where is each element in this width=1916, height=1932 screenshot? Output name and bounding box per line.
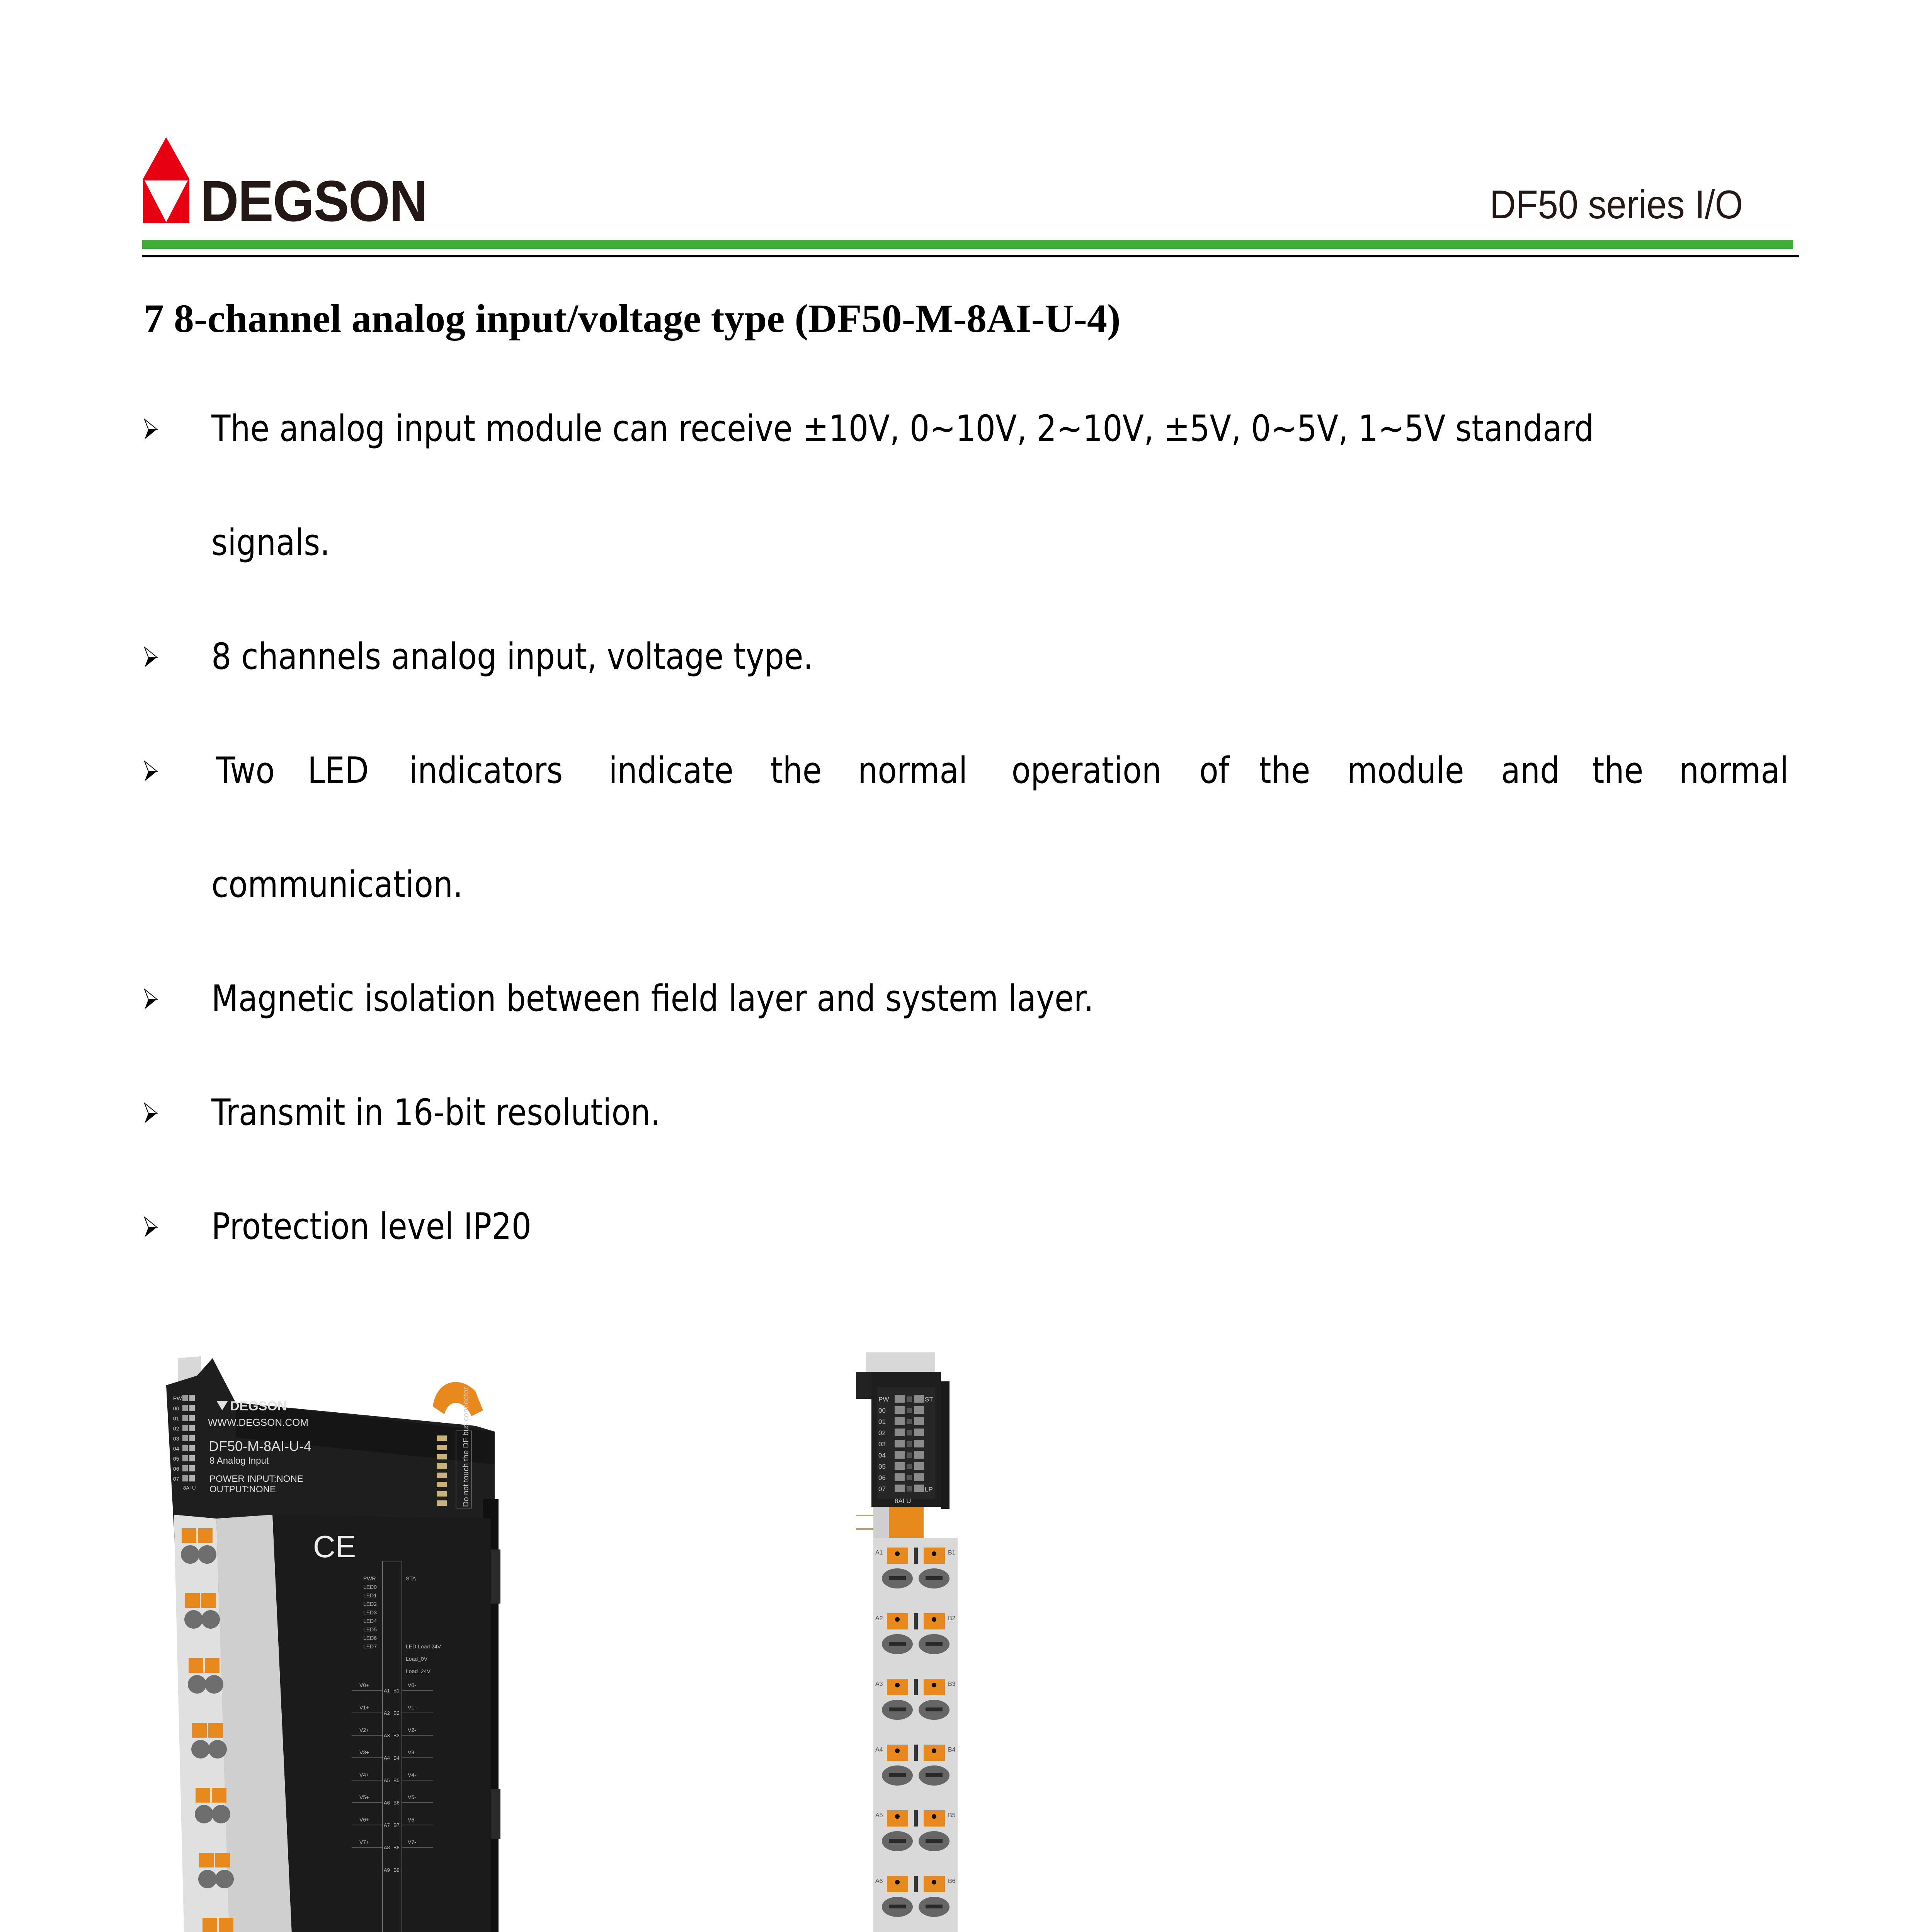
- led-indicator: [182, 1475, 188, 1481]
- pin-a: A2: [384, 1710, 390, 1716]
- push-button: [212, 1788, 226, 1803]
- front-led-label: 01: [878, 1418, 886, 1425]
- header-green-bar: [142, 240, 1793, 249]
- front-led: [895, 1485, 905, 1492]
- diagram-led-label: LED1: [363, 1592, 377, 1599]
- led-indicator: [189, 1465, 195, 1471]
- push-button: [199, 1853, 214, 1867]
- front-led-st: ST: [925, 1396, 933, 1403]
- led-label: 02: [173, 1425, 179, 1432]
- led-indicator: [189, 1435, 195, 1441]
- terminal-label-b: B5: [948, 1812, 956, 1819]
- pin-a: A8: [384, 1845, 390, 1850]
- front-led-label: 02: [878, 1429, 886, 1437]
- ce-mark: CE: [313, 1529, 356, 1564]
- word: the: [1259, 750, 1310, 792]
- bus-warning: Do not touch the DF bus connector: [462, 1387, 470, 1507]
- front-led-lp: LP: [925, 1486, 933, 1493]
- product-image-isometric: [166, 1349, 599, 1932]
- led-label: 04: [173, 1446, 179, 1452]
- pin-a: A9: [384, 1867, 390, 1873]
- word: the: [771, 750, 822, 792]
- led-indicator: [182, 1415, 188, 1421]
- bullet-continuation: communication.: [211, 864, 463, 906]
- push-button: [182, 1528, 196, 1543]
- terminal-label-b: B1: [948, 1549, 956, 1556]
- front-led: [914, 1395, 924, 1403]
- wire-entry: [212, 1805, 230, 1823]
- word: operation: [1011, 750, 1162, 792]
- led-indicator: [182, 1465, 188, 1471]
- terminal-label-b: B3: [948, 1681, 956, 1687]
- pin-a: A7: [384, 1822, 390, 1828]
- word: module: [1347, 750, 1464, 792]
- header-divider: [142, 255, 1799, 257]
- device-brand: DEGSON: [230, 1399, 287, 1413]
- word: normal: [1679, 750, 1789, 792]
- led-label: 07: [173, 1476, 179, 1482]
- terminal-label-a: A4: [875, 1747, 883, 1753]
- led-indicator: [182, 1405, 188, 1411]
- front-led: [914, 1417, 924, 1425]
- front-led-label: 00: [878, 1407, 886, 1414]
- front-led: [914, 1440, 924, 1447]
- diagram-load-label: LED Load 24V: [406, 1643, 441, 1650]
- push-button: [196, 1788, 210, 1803]
- diagram-led-label: LED0: [363, 1584, 377, 1590]
- wire-entry: [181, 1545, 199, 1564]
- pin-a: A6: [384, 1800, 390, 1806]
- product-image-front: [856, 1349, 976, 1932]
- arrow-bullet-icon: [144, 1216, 158, 1239]
- front-terminal-body: [873, 1538, 958, 1932]
- bullet-text: Protection level IP20: [211, 1206, 532, 1248]
- word: of: [1199, 750, 1230, 792]
- arrow-bullet-icon: [144, 646, 158, 669]
- front-led: [914, 1485, 924, 1492]
- pin-b: B2: [393, 1710, 400, 1716]
- terminal-plus: V0+: [359, 1682, 369, 1688]
- front-led: [895, 1451, 905, 1459]
- diagram-led-label: LED7: [363, 1643, 377, 1650]
- bullet-text: The analog input module can receive ±10V, 0~10V, 2~10V, ±5V, 0~5V, 1~5V standard: [211, 408, 1594, 450]
- front-led: [895, 1440, 905, 1447]
- led-indicator: [182, 1435, 188, 1441]
- pin-a: A5: [384, 1777, 390, 1783]
- pin-b: B1: [393, 1688, 400, 1694]
- front-led: [914, 1473, 924, 1481]
- led-indicator: [182, 1395, 188, 1401]
- led-indicator: [189, 1405, 195, 1411]
- front-led: [914, 1462, 924, 1470]
- front-led-label: PW: [878, 1396, 889, 1403]
- wire-entry: [215, 1870, 234, 1888]
- front-led-label: 03: [878, 1440, 886, 1448]
- terminal-plus: V6+: [359, 1816, 369, 1823]
- word: indicate: [608, 750, 733, 792]
- pin-b: B3: [393, 1733, 400, 1738]
- bullet-text: 8 channels analog input, voltage type.: [211, 636, 813, 678]
- bullet-text: Transmit in 16-bit resolution.: [211, 1092, 660, 1134]
- terminal-label-b: B6: [948, 1878, 956, 1884]
- terminal-minus: V4-: [408, 1772, 416, 1778]
- wire-entry: [191, 1740, 210, 1759]
- arrow-bullet-icon: [144, 760, 158, 783]
- front-led: [895, 1462, 905, 1470]
- led-indicator: [182, 1455, 188, 1461]
- front-led: [895, 1429, 905, 1436]
- led-indicator: [189, 1475, 195, 1481]
- pin-b: B7: [393, 1822, 400, 1828]
- bullet-text-justified: [211, 746, 1798, 796]
- front-led: [914, 1406, 924, 1414]
- terminal-minus: V1-: [408, 1704, 416, 1711]
- brand-wordmark: DEGSON: [200, 168, 427, 233]
- diagram-led-label: LED5: [363, 1626, 377, 1633]
- push-button: [219, 1918, 233, 1932]
- diagram-load-label: Load_24V: [406, 1668, 431, 1674]
- led-indicator: [189, 1425, 195, 1431]
- section-title: 7 8-channel analog input/voltage type (DF50-M-8AI-U-4): [144, 296, 1121, 341]
- bullet-continuation: signals.: [211, 522, 330, 564]
- diagram-sta: STA: [406, 1575, 416, 1582]
- terminal-label-a: A1: [875, 1549, 883, 1556]
- front-led-label: 05: [878, 1463, 886, 1470]
- led-label: 01: [173, 1415, 179, 1422]
- device-website: WWW.DEGSON.COM: [208, 1417, 308, 1428]
- front-led: [895, 1473, 905, 1481]
- device-model: DF50-M-8AI-U-4: [209, 1438, 312, 1454]
- release-lever: [433, 1382, 483, 1416]
- terminal-plus: V1+: [359, 1704, 369, 1711]
- word: indicators: [409, 750, 563, 792]
- push-button: [201, 1593, 216, 1608]
- pin-a: A3: [384, 1733, 390, 1738]
- led-indicator: [182, 1445, 188, 1451]
- wire-entry: [198, 1545, 216, 1564]
- module-code: 8AI U: [183, 1485, 196, 1491]
- wire-entry: [184, 1610, 203, 1629]
- terminal-label-a: A2: [875, 1615, 883, 1622]
- led-indicator: [189, 1415, 195, 1421]
- diagram-led-label: LED2: [363, 1601, 377, 1607]
- led-label: PW: [173, 1395, 182, 1401]
- word: the: [1592, 750, 1644, 792]
- front-led: [914, 1429, 924, 1436]
- main-body: [272, 1515, 491, 1932]
- terminal-minus: V0-: [408, 1682, 416, 1688]
- wire-entry: [188, 1675, 206, 1694]
- word: normal: [858, 750, 968, 792]
- push-button: [185, 1593, 200, 1608]
- pin-b: B6: [393, 1800, 400, 1806]
- led-indicator: [189, 1455, 195, 1461]
- terminal-plus: V5+: [359, 1794, 369, 1800]
- push-button: [208, 1723, 223, 1738]
- device-power: POWER INPUT:NONE: [209, 1474, 303, 1484]
- wire-entry: [208, 1740, 227, 1759]
- terminal-plus: V4+: [359, 1772, 369, 1778]
- terminal-label-a: A6: [875, 1878, 883, 1884]
- diagram-led-label: LED3: [363, 1609, 377, 1616]
- terminal-minus: V2-: [408, 1727, 416, 1733]
- terminal-minus: V7-: [408, 1839, 416, 1845]
- front-led-panel: [877, 1387, 935, 1505]
- diagram-led-label: LED4: [363, 1618, 377, 1624]
- led-label: 06: [173, 1466, 179, 1472]
- push-button: [198, 1528, 213, 1543]
- terminal-plus: V3+: [359, 1749, 369, 1755]
- arrow-bullet-icon: [144, 418, 158, 441]
- device-subtitle: 8 Analog Input: [209, 1456, 269, 1466]
- diagram-led-label: PWR: [363, 1575, 376, 1582]
- terminal-minus: V5-: [408, 1794, 416, 1800]
- front-led-label: 04: [878, 1452, 886, 1459]
- wire-entry: [198, 1870, 217, 1888]
- wire-entry: [201, 1610, 220, 1629]
- pin-b: B4: [393, 1755, 400, 1761]
- arrow-bullet-icon: [144, 988, 158, 1011]
- lock-tab: [889, 1507, 924, 1538]
- series-label: DF50 series I/O: [1490, 182, 1743, 227]
- degson-logo-icon: [143, 137, 189, 224]
- front-led: [914, 1451, 924, 1459]
- front-led: [895, 1406, 905, 1414]
- terminal-minus: V3-: [408, 1749, 416, 1755]
- led-label: 03: [173, 1435, 179, 1442]
- device-output: OUTPUT:NONE: [209, 1484, 276, 1495]
- word: LED: [307, 750, 369, 792]
- arrow-bullet-icon: [144, 1102, 158, 1125]
- word: Two: [216, 750, 275, 792]
- terminal-label-a: A5: [875, 1812, 883, 1819]
- push-button: [202, 1918, 217, 1932]
- push-button: [205, 1658, 220, 1673]
- push-button: [215, 1853, 230, 1867]
- terminal-label-b: B2: [948, 1615, 956, 1622]
- led-indicator: [182, 1425, 188, 1431]
- terminal-label-b: B4: [948, 1747, 956, 1753]
- pin-b: B5: [393, 1777, 400, 1783]
- led-indicator: [189, 1395, 195, 1401]
- wire-entry: [195, 1805, 213, 1823]
- push-button: [189, 1658, 203, 1673]
- led-indicator: [189, 1445, 195, 1451]
- terminal-plus: V7+: [359, 1839, 369, 1845]
- push-button: [192, 1723, 207, 1738]
- terminal-plus: V2+: [359, 1727, 369, 1733]
- diagram-load-label: Load_0V: [406, 1656, 428, 1662]
- degson-logo: [143, 137, 483, 233]
- terminal-label-a: A3: [875, 1681, 883, 1687]
- led-label: 00: [173, 1405, 179, 1412]
- diagram-led-label: LED6: [363, 1635, 377, 1641]
- pin-a: A4: [384, 1755, 390, 1761]
- front-led: [895, 1395, 905, 1403]
- terminal-minus: V6-: [408, 1816, 416, 1823]
- word: and: [1501, 750, 1560, 792]
- led-label: 05: [173, 1456, 179, 1462]
- front-led-label: 07: [878, 1485, 886, 1493]
- front-led: [895, 1417, 905, 1425]
- front-led-label: 06: [878, 1474, 886, 1481]
- front-module-code: 8AI U: [895, 1497, 911, 1505]
- bullet-text: Magnetic isolation between field layer and system layer.: [211, 978, 1094, 1020]
- pin-b: B9: [393, 1867, 400, 1873]
- wire-entry: [205, 1675, 223, 1694]
- pin-b: B8: [393, 1845, 400, 1850]
- pin-a: A1: [384, 1688, 390, 1694]
